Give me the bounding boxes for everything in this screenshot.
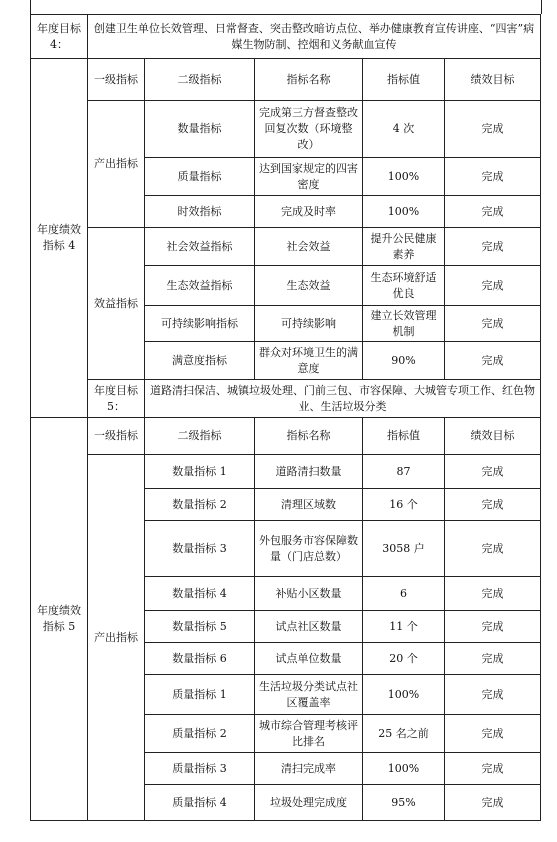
header-value-4: 指标值 [363,59,445,101]
target-cell: 完成 [445,196,541,228]
target-cell: 完成 [445,753,541,785]
l2-cell: 时效指标 [145,196,255,228]
value-cell: 生态环境舒适优良 [363,266,445,306]
output-label-5: 产出指标 [88,455,145,821]
target-cell: 完成 [445,158,541,196]
table-row [31,101,541,158]
name-cell: 垃圾处理完成度 [255,785,363,821]
table-row [31,455,541,489]
header-row-5 [31,418,541,455]
value-cell: 提升公民健康素养 [363,228,445,266]
target-cell: 完成 [445,489,541,521]
header-l1-5: 一级指标 [88,418,145,455]
target-cell: 完成 [445,611,541,643]
value-cell: 25 名之前 [363,715,445,753]
value-cell: 4 次 [363,101,445,158]
target-cell: 完成 [445,715,541,753]
l2-cell: 质量指标 1 [145,675,255,715]
benefit-label-4: 效益指标 [88,228,145,380]
value-cell: 90% [363,342,445,380]
name-cell: 完成及时率 [255,196,363,228]
name-cell: 外包服务市容保障数量（门店总数） [255,521,363,577]
goal-label-5: 年度目标 5： [88,380,145,418]
name-cell: 清扫完成率 [255,753,363,785]
value-cell: 87 [363,455,445,489]
header-name-5: 指标名称 [255,418,363,455]
l2-cell: 质量指标 [145,158,255,196]
table-row [31,228,541,266]
value-cell: 95% [363,785,445,821]
value-cell: 100% [363,675,445,715]
name-cell: 清理区域数 [255,489,363,521]
l2-cell: 社会效益指标 [145,228,255,266]
header-name-4: 指标名称 [255,59,363,101]
header-l2-4: 二级指标 [145,59,255,101]
l2-cell: 质量指标 3 [145,753,255,785]
value-cell: 11 个 [363,611,445,643]
name-cell: 道路清扫数量 [255,455,363,489]
name-cell: 可持续影响 [255,306,363,342]
name-cell: 生活垃圾分类试点社区覆盖率 [255,675,363,715]
name-cell: 生态效益 [255,266,363,306]
l2-cell: 生态效益指标 [145,266,255,306]
indicator-label-5: 年度绩效指标 5 [31,418,88,821]
target-cell: 完成 [445,455,541,489]
output-label-4: 产出指标 [88,101,145,228]
name-cell: 试点社区数量 [255,611,363,643]
indicator-label-4: 年度绩效指标 4 [31,59,88,418]
l2-cell: 数量指标 4 [145,577,255,611]
l2-cell: 数量指标 1 [145,455,255,489]
header-row-4 [31,59,541,101]
l2-cell: 满意度指标 [145,342,255,380]
target-cell: 完成 [445,306,541,342]
l2-cell: 数量指标 [145,101,255,158]
target-cell: 完成 [445,675,541,715]
value-cell: 100% [363,753,445,785]
header-l2-5: 二级指标 [145,418,255,455]
header-l1-4: 一级指标 [88,59,145,101]
value-cell: 3058 户 [363,521,445,577]
l2-cell: 数量指标 5 [145,611,255,643]
value-cell: 建立长效管理机制 [363,306,445,342]
name-cell: 社会效益 [255,228,363,266]
target-cell: 完成 [445,342,541,380]
name-cell: 试点单位数量 [255,643,363,675]
header-value-5: 指标值 [363,418,445,455]
value-cell: 20 个 [363,643,445,675]
value-cell: 6 [363,577,445,611]
l2-cell: 质量指标 4 [145,785,255,821]
performance-table [30,14,541,821]
target-cell: 完成 [445,101,541,158]
goal-text-4: 创建卫生单位长效管理、日常督查、突击整改暗访点位、举办健康教育宣传讲座、“四害”病媒生物防制、控烟和义务献血宣传 [88,15,541,59]
l2-cell: 可持续影响指标 [145,306,255,342]
target-cell: 完成 [445,228,541,266]
l2-cell: 数量指标 2 [145,489,255,521]
value-cell: 100% [363,158,445,196]
value-cell: 100% [363,196,445,228]
goal-row-5 [31,380,541,418]
target-cell: 完成 [445,577,541,611]
l2-cell: 数量指标 6 [145,643,255,675]
name-cell: 达到国家规定的四害密度 [255,158,363,196]
table-top-continuation [30,0,542,14]
l2-cell: 数量指标 3 [145,521,255,577]
goal-label-4: 年度目标 4： [31,15,88,59]
goal-text-5: 道路清扫保洁、城镇垃圾处理、门前三包、市容保障、大城管专项工作、红色物业、生活垃圾分类 [145,380,541,418]
name-cell: 补贴小区数量 [255,577,363,611]
header-target-4: 绩效目标 [445,59,541,101]
l2-cell: 质量指标 2 [145,715,255,753]
name-cell: 完成第三方督查整改回复次数（环境整改） [255,101,363,158]
goal-row-4 [31,15,541,59]
target-cell: 完成 [445,785,541,821]
name-cell: 城市综合管理考核评比排名 [255,715,363,753]
header-target-5: 绩效目标 [445,418,541,455]
target-cell: 完成 [445,521,541,577]
value-cell: 16 个 [363,489,445,521]
target-cell: 完成 [445,266,541,306]
target-cell: 完成 [445,643,541,675]
name-cell: 群众对环境卫生的满意度 [255,342,363,380]
